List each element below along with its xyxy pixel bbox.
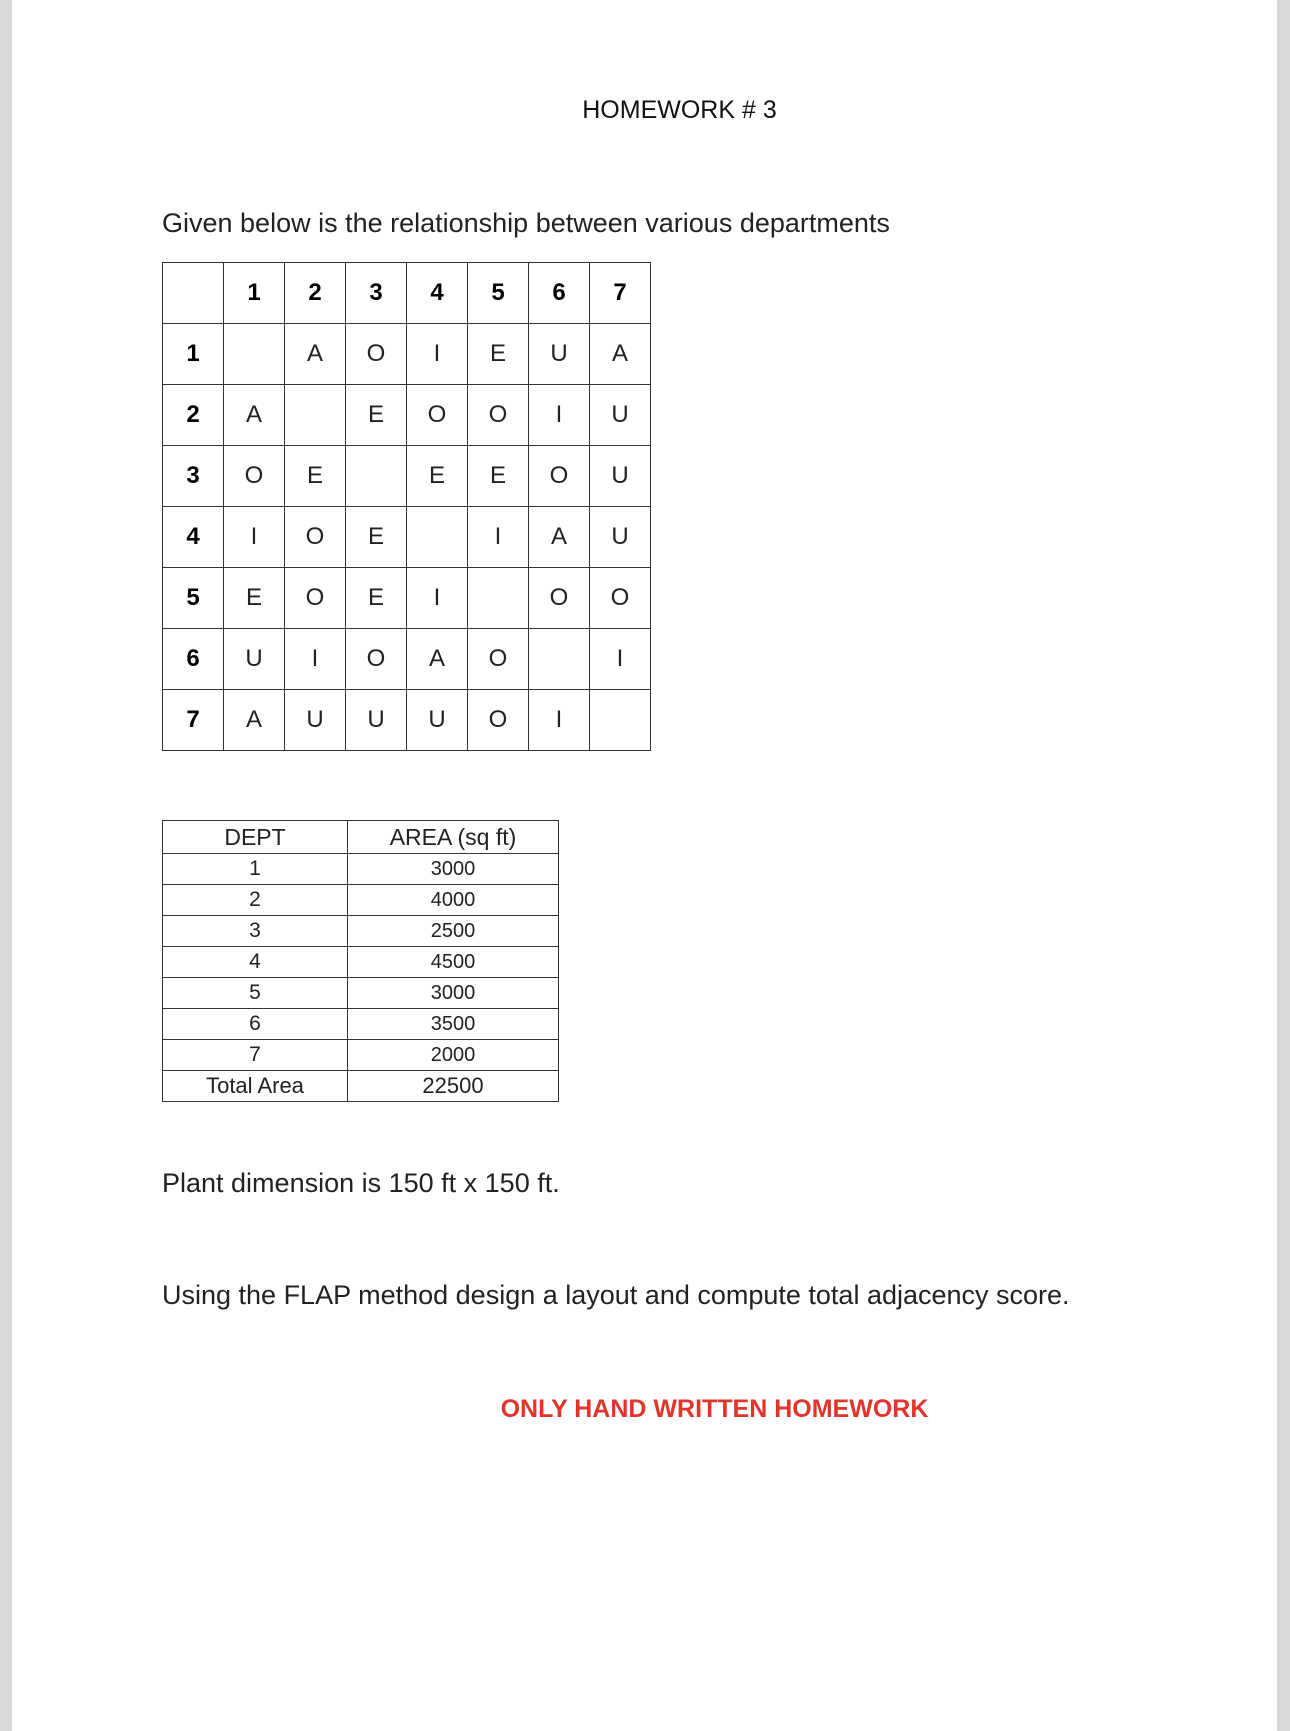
matrix-cell: O [285,507,346,568]
matrix-row [163,446,651,507]
matrix-row-header: 2 [163,385,224,446]
matrix-cell: O [468,690,529,751]
matrix-col-header: 4 [407,263,468,324]
area-cell: 3000 [348,978,559,1009]
page-title: HOMEWORK # 3 [582,96,777,124]
matrix-cell: U [529,324,590,385]
area-table-row [163,916,559,947]
relationship-matrix [162,262,651,751]
matrix-cell: E [468,446,529,507]
matrix-cell: A [224,690,285,751]
matrix-cell [590,690,651,751]
matrix-row [163,568,651,629]
matrix-cell: A [590,324,651,385]
matrix-cell: A [407,629,468,690]
matrix-cell: E [285,446,346,507]
dept-cell: 6 [163,1009,348,1040]
matrix-cell [407,507,468,568]
matrix-cell: O [590,568,651,629]
area-table-header [163,821,559,854]
area-table-row [163,1040,559,1071]
matrix-row [163,507,651,568]
matrix-header-row [163,263,651,324]
matrix-cell: O [224,446,285,507]
matrix-row-header: 4 [163,507,224,568]
matrix-cell: O [468,629,529,690]
area-cell: 2000 [348,1040,559,1071]
matrix-cell [224,324,285,385]
area-table-row [163,1009,559,1040]
matrix-cell: U [590,446,651,507]
matrix-cell: I [590,629,651,690]
dept-cell: DEPT [163,821,348,854]
matrix-col-header: 5 [468,263,529,324]
matrix-cell: I [529,385,590,446]
matrix-col-header: 1 [224,263,285,324]
dept-cell: 7 [163,1040,348,1071]
matrix-cell: O [346,629,407,690]
matrix-cell: I [407,324,468,385]
matrix-row-header: 3 [163,446,224,507]
matrix-cell: E [224,568,285,629]
matrix-cell: U [590,507,651,568]
area-cell: 4500 [348,947,559,978]
matrix-row-header: 5 [163,568,224,629]
dept-cell: 3 [163,916,348,947]
matrix-cell: O [285,568,346,629]
matrix-cell: I [468,507,529,568]
dept-cell: Total Area [163,1071,348,1102]
area-table-row [163,885,559,916]
matrix-cell: O [407,385,468,446]
dept-cell: 2 [163,885,348,916]
matrix-cell: A [224,385,285,446]
area-table-row [163,978,559,1009]
matrix-cell: O [529,446,590,507]
matrix-cell: U [224,629,285,690]
matrix-corner-cell [163,263,224,324]
area-table-row [163,947,559,978]
area-cell: 2500 [348,916,559,947]
matrix-cell: I [407,568,468,629]
matrix-cell: A [529,507,590,568]
handwritten-note: ONLY HAND WRITTEN HOMEWORK [500,1395,929,1423]
matrix-col-header: 6 [529,263,590,324]
matrix-cell: E [468,324,529,385]
dept-cell: 4 [163,947,348,978]
matrix-col-header: 3 [346,263,407,324]
area-cell: 3500 [348,1009,559,1040]
task-text: Using the FLAP method design a layout and compute total adjacency score. [162,1280,1070,1310]
matrix-cell: O [468,385,529,446]
matrix-cell [346,446,407,507]
matrix-cell: U [407,690,468,751]
intro-text: Given below is the relationship between various departments [162,208,890,238]
matrix-row [163,324,651,385]
area-cell: 22500 [348,1071,559,1102]
matrix-cell: U [590,385,651,446]
matrix-cell: A [285,324,346,385]
area-cell: AREA (sq ft) [348,821,559,854]
matrix-row-header: 7 [163,690,224,751]
matrix-cell [285,385,346,446]
matrix-cell: E [346,385,407,446]
area-cell: 4000 [348,885,559,916]
area-table [162,820,559,1102]
matrix-cell [529,629,590,690]
area-table-row [163,854,559,885]
matrix-cell: I [285,629,346,690]
matrix-cell: O [346,324,407,385]
document-page [12,0,1277,1731]
matrix-cell: O [529,568,590,629]
matrix-cell: U [346,690,407,751]
matrix-cell [468,568,529,629]
matrix-row-header: 1 [163,324,224,385]
matrix-col-header: 7 [590,263,651,324]
area-cell: 3000 [348,854,559,885]
matrix-row [163,629,651,690]
matrix-cell: I [529,690,590,751]
matrix-row [163,385,651,446]
dept-cell: 1 [163,854,348,885]
matrix-cell: E [346,568,407,629]
matrix-row [163,690,651,751]
area-table-total-row [163,1071,559,1102]
matrix-row-header: 6 [163,629,224,690]
matrix-cell: U [285,690,346,751]
plant-dimension-text: Plant dimension is 150 ft x 150 ft. [162,1168,560,1198]
dept-cell: 5 [163,978,348,1009]
matrix-cell: E [346,507,407,568]
matrix-cell: E [407,446,468,507]
matrix-cell: I [224,507,285,568]
matrix-col-header: 2 [285,263,346,324]
